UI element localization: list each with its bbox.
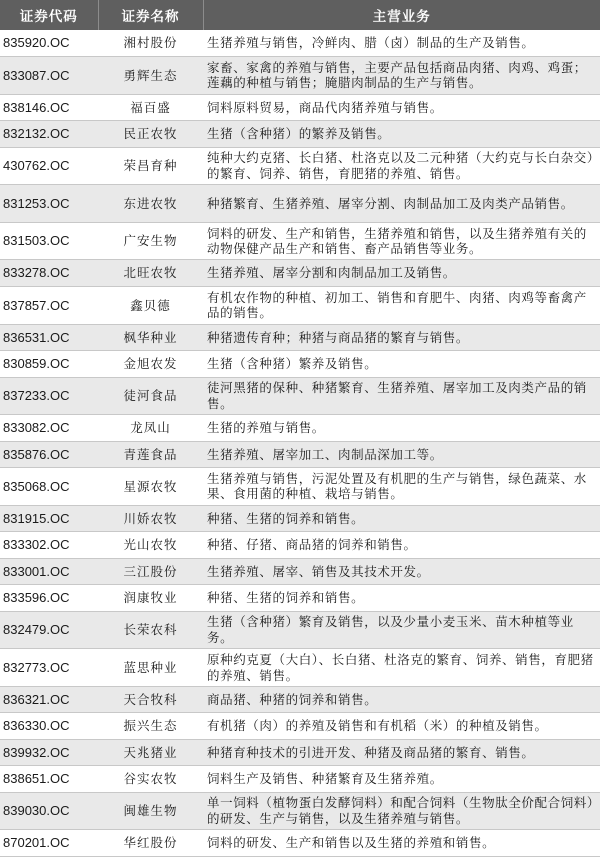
table-row [0, 30, 600, 56]
business-cell: 种猪育种技术的引进开发、种猪及商品猪的繁育、销售。 [203, 739, 600, 765]
stock-name-cell: 振兴生态 [98, 713, 203, 739]
stock-code-cell: 836321.OC [0, 686, 98, 712]
header-business: 主营业务 [203, 0, 600, 30]
stock-name-cell: 天兆猪业 [98, 739, 203, 765]
business-cell: 家畜、家禽的养殖与销售，主要产品包括商品肉猪、肉鸡、鸡蛋；莲藕的种植与销售；腌腊肉制品的生产与销售。 [203, 56, 600, 94]
business-cell: 饲料原料贸易，商品代肉猪养殖与销售。 [203, 94, 600, 120]
stock-name-cell: 枫华种业 [98, 324, 203, 350]
stock-code-cell: 831915.OC [0, 505, 98, 531]
stock-name-cell: 青莲食品 [98, 441, 203, 467]
table-row [0, 739, 600, 765]
table-row [0, 185, 600, 223]
table-row [0, 324, 600, 350]
stock-name-cell: 金旭农发 [98, 351, 203, 377]
table-row [0, 415, 600, 441]
stock-code-cell: 831503.OC [0, 222, 98, 260]
table-row [0, 121, 600, 147]
header-name: 证券名称 [98, 0, 203, 30]
stock-name-cell: 天合牧科 [98, 686, 203, 712]
table-row [0, 56, 600, 94]
stock-name-cell: 徒河食品 [98, 377, 203, 415]
business-cell: 生猪养殖、屠宰加工、肉制品深加工等。 [203, 441, 600, 467]
table-row [0, 468, 600, 506]
business-cell: 有机猪（肉）的养殖及销售和有机稻（米）的种植及销售。 [203, 713, 600, 739]
stock-code-cell: 836531.OC [0, 324, 98, 350]
business-cell: 徒河黑猪的保种、种猪繁育、生猪养殖、屠宰加工及肉类产品的销售。 [203, 377, 600, 415]
table-row [0, 147, 600, 185]
stock-name-cell: 民正农牧 [98, 121, 203, 147]
business-cell: 有机农作物的种植、初加工、销售和育肥牛、肉猪、肉鸡等畜禽产品的销售。 [203, 286, 600, 324]
business-cell: 商品猪、种猪的饲养和销售。 [203, 686, 600, 712]
stock-code-cell: 837857.OC [0, 286, 98, 324]
business-cell: 种猪、生猪的饲养和销售。 [203, 585, 600, 611]
table-row [0, 766, 600, 792]
stock-name-cell: 东进农牧 [98, 185, 203, 223]
stock-code-cell: 835920.OC [0, 30, 98, 56]
table-row [0, 351, 600, 377]
business-cell: 生猪养殖与销售，冷鲜肉、腊（卤）制品的生产及销售。 [203, 30, 600, 56]
business-cell: 单一饲料（植物蛋白发酵饲料）和配合饲料（生物肽全价配合饲料）的研发、生产与销售，以及生猪养殖与销售。 [203, 792, 600, 830]
table-row [0, 558, 600, 584]
business-cell: 种猪遗传育种；种猪与商品猪的繁育与销售。 [203, 324, 600, 350]
business-cell: 生猪（含种猪）繁育及销售，以及少量小麦玉米、苗木种植等业务。 [203, 611, 600, 649]
table-row [0, 649, 600, 687]
table-header [0, 0, 600, 30]
stock-name-cell: 蓝思种业 [98, 649, 203, 687]
business-cell: 生猪（含种猪）的繁养及销售。 [203, 121, 600, 147]
stock-name-cell: 闽雄生物 [98, 792, 203, 830]
stock-name-cell: 龙凤山 [98, 415, 203, 441]
stock-name-cell: 福百盛 [98, 94, 203, 120]
stock-code-cell: 838651.OC [0, 766, 98, 792]
business-cell: 原种约克夏（大白）、长白猪、杜洛克的繁育、饲养、销售，育肥猪的养殖、销售。 [203, 649, 600, 687]
stock-name-cell: 三江股份 [98, 558, 203, 584]
stock-code-cell: 832479.OC [0, 611, 98, 649]
stock-code-cell: 833082.OC [0, 415, 98, 441]
stock-code-cell: 833596.OC [0, 585, 98, 611]
stock-code-cell: 430762.OC [0, 147, 98, 185]
stock-code-cell: 835876.OC [0, 441, 98, 467]
table-row [0, 94, 600, 120]
stock-code-cell: 833278.OC [0, 260, 98, 286]
table-row [0, 792, 600, 830]
business-cell: 饲料的研发、生产和销售，生猪养殖和销售，以及生猪养殖有关的动物保健产品生产和销售、畜产品销售等业务。 [203, 222, 600, 260]
stock-code-cell: 838146.OC [0, 94, 98, 120]
table-row [0, 713, 600, 739]
table-row [0, 686, 600, 712]
stock-code-cell: 836330.OC [0, 713, 98, 739]
stock-name-cell: 勇辉生态 [98, 56, 203, 94]
stock-name-cell: 华红股份 [98, 830, 203, 857]
header-row [0, 0, 600, 30]
stock-name-cell: 荣昌育种 [98, 147, 203, 185]
table-row [0, 611, 600, 649]
stock-code-cell: 837233.OC [0, 377, 98, 415]
business-cell: 饲料生产及销售、种猪繁育及生猪养殖。 [203, 766, 600, 792]
business-cell: 生猪（含种猪）繁养及销售。 [203, 351, 600, 377]
stock-name-cell: 长荣农科 [98, 611, 203, 649]
business-cell: 纯种大约克猪、长白猪、杜洛克以及二元种猪（大约克与长白杂交）的繁育、饲养、销售，育肥猪的养殖、销售。 [203, 147, 600, 185]
table-row [0, 585, 600, 611]
business-cell: 种猪、生猪的饲养和销售。 [203, 505, 600, 531]
stock-name-cell: 润康牧业 [98, 585, 203, 611]
table-row [0, 377, 600, 415]
stock-name-cell: 鑫贝德 [98, 286, 203, 324]
table-row [0, 505, 600, 531]
business-cell: 种猪繁育、生猪养殖、屠宰分割、肉制品加工及肉类产品销售。 [203, 185, 600, 223]
stock-code-cell: 833087.OC [0, 56, 98, 94]
stock-name-cell: 光山农牧 [98, 532, 203, 558]
stock-name-cell: 星源农牧 [98, 468, 203, 506]
business-cell: 饲料的研发、生产和销售以及生猪的养殖和销售。 [203, 830, 600, 857]
stock-code-cell: 831253.OC [0, 185, 98, 223]
table-row [0, 286, 600, 324]
table-row [0, 532, 600, 558]
stock-code-cell: 839030.OC [0, 792, 98, 830]
business-cell: 生猪养殖、屠宰分割和肉制品加工及销售。 [203, 260, 600, 286]
business-cell: 种猪、仔猪、商品猪的饲养和销售。 [203, 532, 600, 558]
header-code: 证券代码 [0, 0, 98, 30]
table-row [0, 441, 600, 467]
stock-name-cell: 湘村股份 [98, 30, 203, 56]
stock-code-cell: 832773.OC [0, 649, 98, 687]
stock-code-cell: 830859.OC [0, 351, 98, 377]
stock-name-cell: 广安生物 [98, 222, 203, 260]
stock-name-cell: 谷实农牧 [98, 766, 203, 792]
stock-code-cell: 835068.OC [0, 468, 98, 506]
stock-code-cell: 832132.OC [0, 121, 98, 147]
business-cell: 生猪的养殖与销售。 [203, 415, 600, 441]
table-row [0, 260, 600, 286]
table-body [0, 30, 600, 857]
stock-code-cell: 833001.OC [0, 558, 98, 584]
stock-name-cell: 川娇农牧 [98, 505, 203, 531]
stock-code-cell: 833302.OC [0, 532, 98, 558]
table-row [0, 222, 600, 260]
stock-code-cell: 870201.OC [0, 830, 98, 857]
stock-code-cell: 839932.OC [0, 739, 98, 765]
business-cell: 生猪养殖与销售，污泥处置及有机肥的生产与销售，绿色蔬菜、水果、食用菌的种植、栽培与销售。 [203, 468, 600, 506]
table-row [0, 830, 600, 857]
stock-name-cell: 北旺农牧 [98, 260, 203, 286]
business-cell: 生猪养殖、屠宰、销售及其技术开发。 [203, 558, 600, 584]
